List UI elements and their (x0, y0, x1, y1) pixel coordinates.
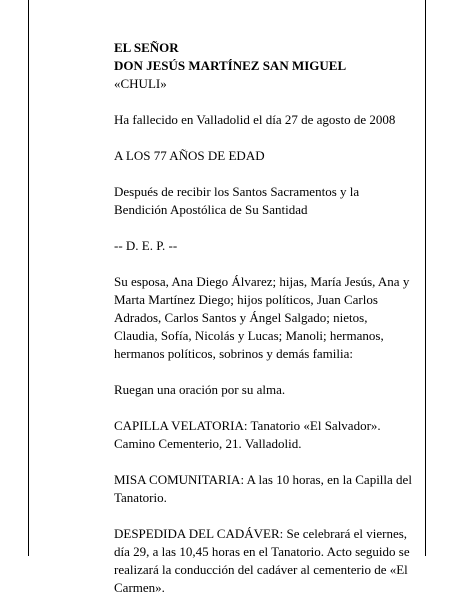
sacraments-paragraph: Después de recibir los Santos Sacramentos y la Bendición Apostólica de Su Santidad (114, 184, 360, 217)
spacer (114, 165, 414, 183)
heading-name: DON JESÚS MARTÍNEZ SAN MIGUEL (114, 58, 347, 73)
obituary-notice (114, 39, 414, 597)
death-notice: Ha fallecido en Valladolid el día 27 de agosto de 2008 (114, 112, 396, 127)
age-line: A LOS 77 AÑOS DE EDAD (114, 148, 265, 163)
spacer (114, 129, 414, 147)
spacer (114, 93, 414, 111)
mass-paragraph: MISA COMUNITARIA: A las 10 horas, en la Capilla del Tanatorio. (114, 472, 412, 505)
family-paragraph: Su esposa, Ana Diego Álvarez; hijas, María Jesús, Ana y Marta Martínez Diego; hijos políticos, Juan Carlos Adrados, Carlos Santos y Ángel Salgado; nietos, Claudia, Sofía, Nicolás y Lucas; Manoli; hermanos, hermanos políticos, sobrinos y demás familia: (114, 274, 410, 361)
spacer (114, 219, 414, 237)
spacer (114, 255, 414, 273)
heading-alias: «CHULI» (114, 76, 167, 91)
chapel-paragraph: CAPILLA VELATORIA: Tanatorio «El Salvador». Camino Cementerio, 21. Valladolid. (114, 418, 381, 451)
heading-title: EL SEÑOR (114, 40, 179, 55)
spacer (114, 453, 414, 471)
spacer (114, 363, 414, 381)
prayer-line: Ruegan una oración por su alma. (114, 382, 286, 397)
rip-line: -- D. E. P. -- (114, 238, 178, 253)
farewell-paragraph: DESPEDIDA DEL CADÁVER: Se celebrará el viernes, día 29, a las 10,45 horas en el Tanatorio. Acto seguido se realizará la conducción del cadáver al cementerio de «El Carmen». (114, 526, 410, 595)
spacer (114, 507, 414, 525)
spacer (114, 399, 414, 417)
